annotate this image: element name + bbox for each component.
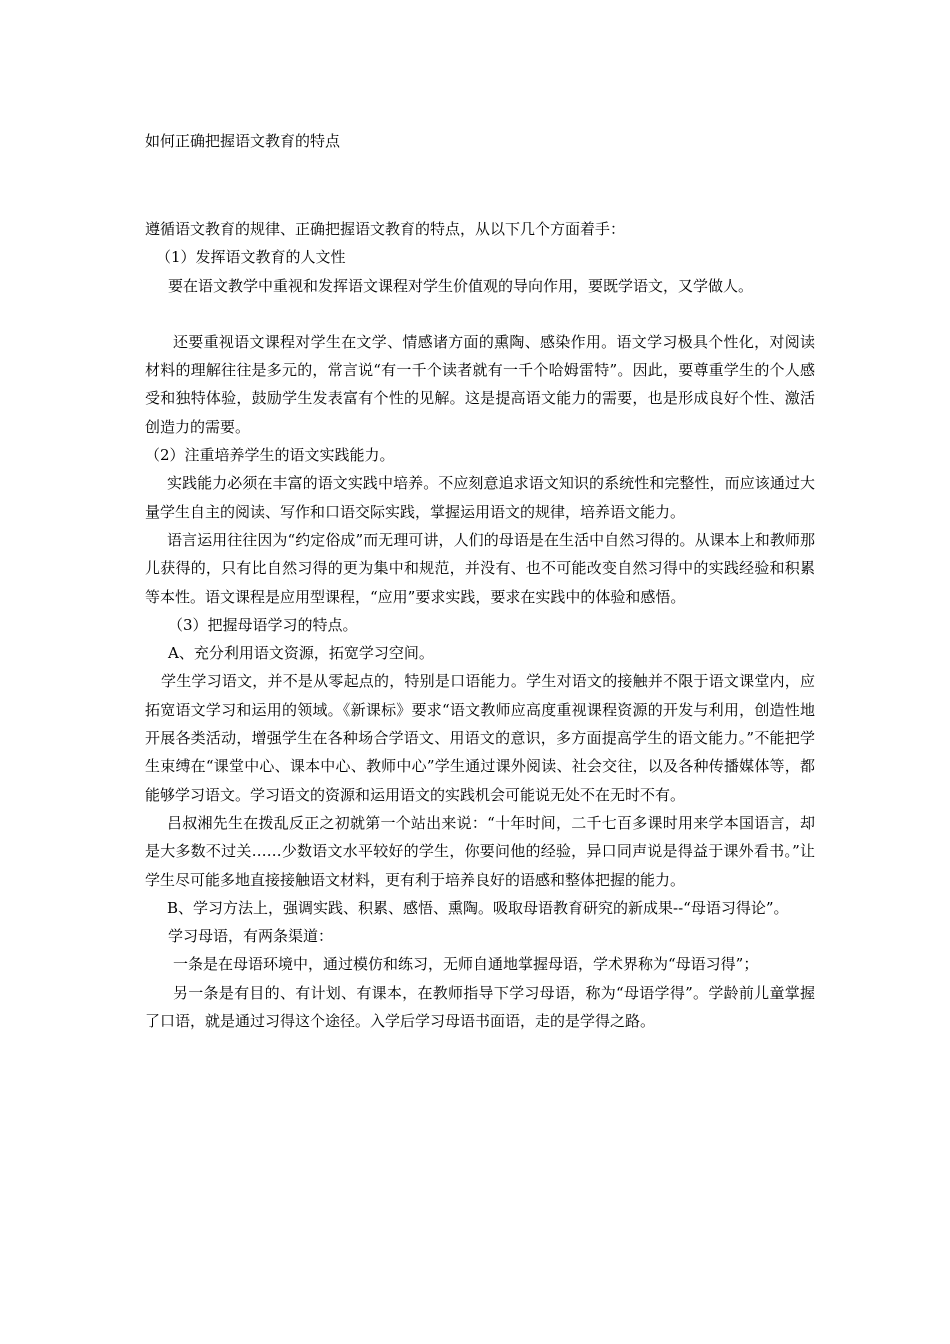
- section-2-heading: （2）注重培养学生的语文实践能力。: [145, 446, 395, 465]
- document-title: 如何正确把握语文教育的特点: [145, 132, 341, 150]
- section-3-heading: （3）把握母语学习的特点。: [168, 615, 358, 634]
- section-2-paragraph-2: 语言运用往往因为“约定俗成”而无理可讲，人们的母语是在生活中自然习得的。从课本上和教师那儿获得的，只有比自然习得的更为集中和规范，并没有、也不可能改变自然习得中的实践经验和积累等本性。语文课程是应用型课程，“应用”要求实践，要求在实践中的体验和感悟。: [145, 530, 815, 606]
- intro-paragraph: 遵循语文教育的规律、正确把握语文教育的特点，从以下几个方面着手：: [145, 220, 626, 238]
- section-1-paragraph-2: 还要重视语文课程对学生在文学、情感诸方面的熏陶、感染作用。语文学习极具个性化，对阅读材料的理解往往是多元的，常言说“有一千个读者就有一千个哈姆雷特”。因此，要尊重学生的个人感受和独特体验，鼓励学生发表富有个性的见解。这是提高语文能力的需要，也是形成良好个性、激活创造力的需要。: [145, 332, 815, 436]
- section-1-heading: （1）发挥语文教育的人文性: [156, 248, 346, 267]
- section-3-paragraph-a1: 学生学习语文，并不是从零起点的，特别是口语能力。学生对语文的接触并不限于语文课堂内，应拓宽语文学习和运用的领域。《新课标》要求“语文教师应高度重视课程资源的开发与利用，创造性地开展各类活动，增强学生在各种场合学语文、用语文的意识，多方面提高学生的语文能力。”不能把学生束缚在“课堂中心、课本中心、教师中心”学生通过课外阅读、社会交往，以及各种传播媒体等，都能够学习语文。学习语文的资源和运用语文的实践机会可能说无处不在无时不有。: [145, 672, 815, 804]
- section-1-paragraph-1: 要在语文教学中重视和发挥语文课程对学生价值观的导向作用，要既学语文，又学做人。: [168, 276, 754, 295]
- section-3-paragraph-a2: 吕叔湘先生在拨乱反正之初就第一个站出来说：“十年时间，二千七百多课时用来学本国语言，却是大多数不过关……少数语文水平较好的学生，你要问他的经验，异口同声说是得益于课外看书。”让学生尽可能多地直接接触语文材料，更有利于培养良好的语感和整体把握的能力。: [145, 813, 815, 889]
- section-3-paragraph-b1: 学习母语，有两条渠道：: [168, 927, 334, 946]
- section-3-sub-a: A、充分利用语文资源，拓宽学习空间。: [168, 644, 434, 663]
- section-3-paragraph-b2: 一条是在母语环境中，通过模仿和练习，无师自通地掌握母语，学术界称为“母语习得”；: [173, 955, 759, 974]
- section-3-sub-b: B、学习方法上，强调实践、积累、感悟、熏陶。吸取母语教育研究的新成果--“母语习得论”。: [167, 898, 789, 917]
- document-body: [145, 215, 815, 1035]
- section-3-paragraph-b3: 另一条是有目的、有计划、有课本，在教师指导下学习母语，称为“母语学得”。学龄前儿童掌握了口语，就是通过习得这个途径。入学后学习母语书面语，走的是学得之路。: [145, 983, 815, 1031]
- section-2-paragraph-1: 实践能力必须在丰富的语文实践中培养。不应刻意追求语文知识的系统性和完整性，而应该通过大量学生自主的阅读、写作和口语交际实践，掌握运用语文的规律，培养语文能力。: [145, 474, 815, 521]
- paragraph-gap: [145, 300, 815, 328]
